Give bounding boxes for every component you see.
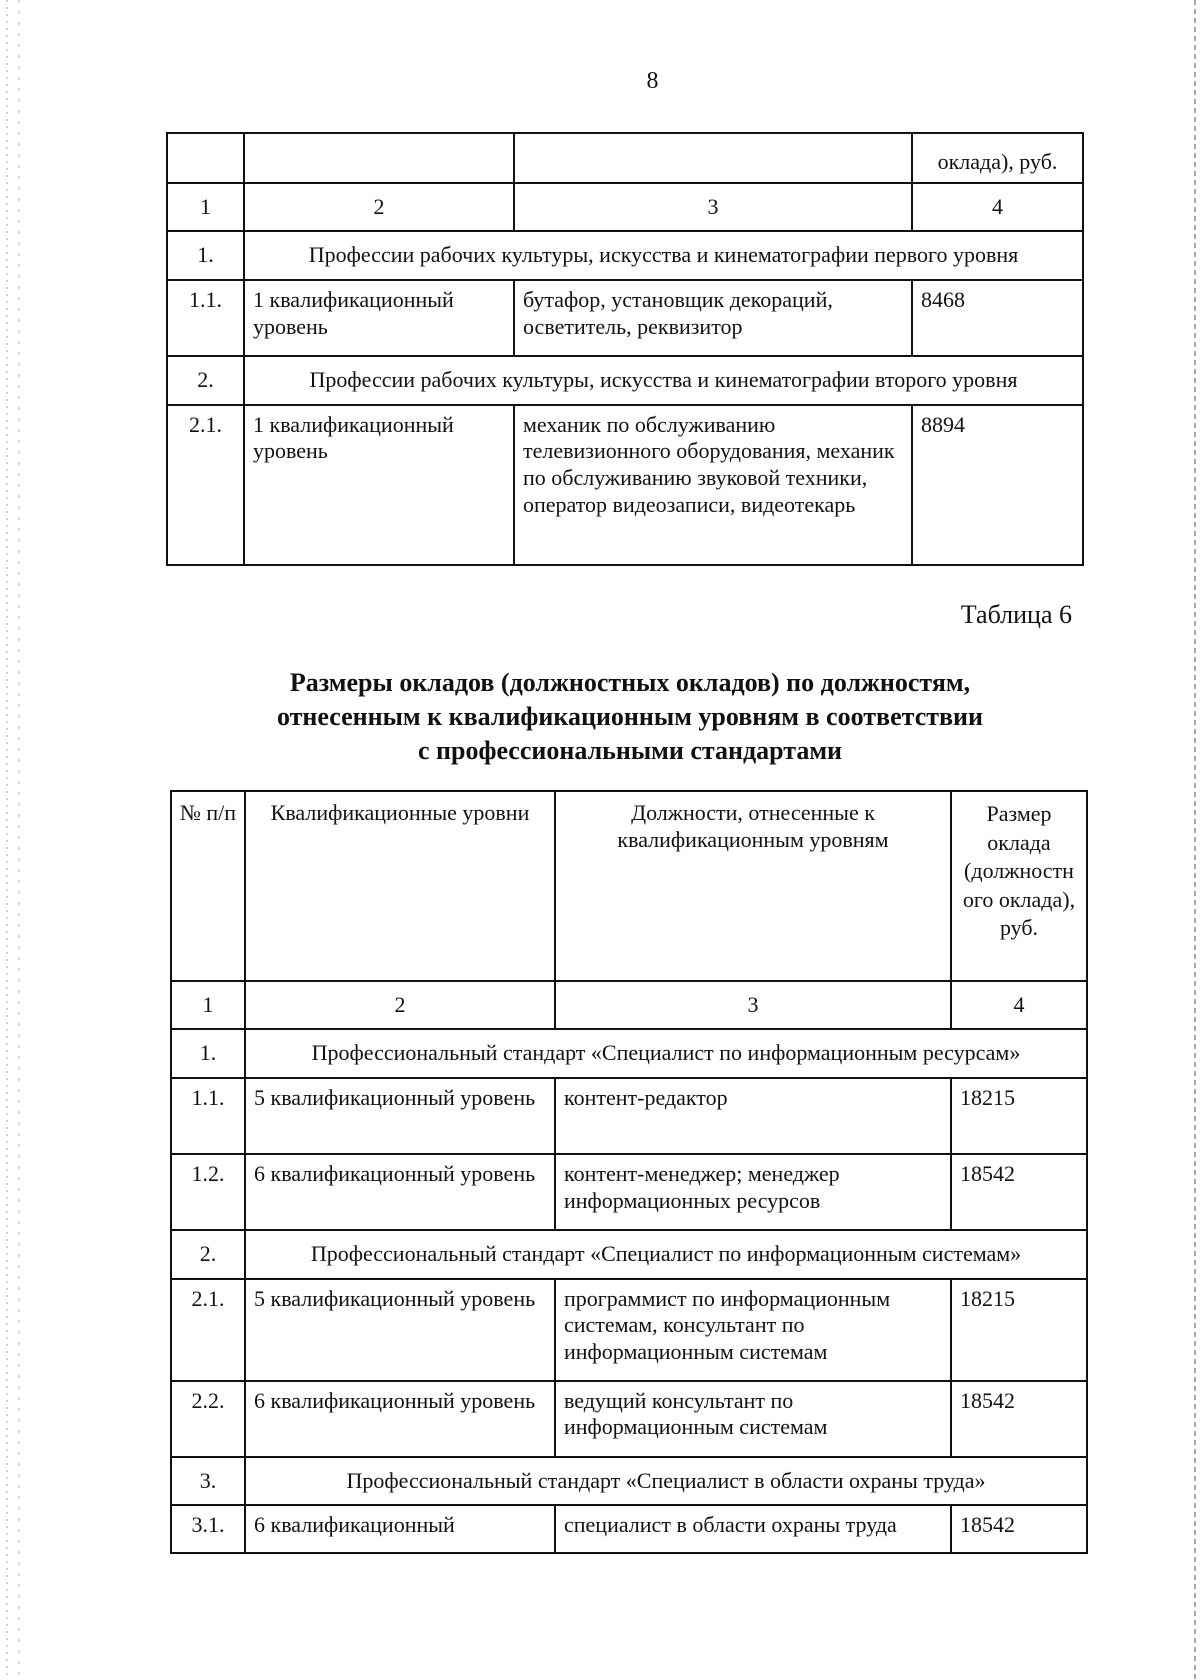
row-number: 3.1. [171,1505,245,1553]
section-row [171,1457,1087,1506]
section-title: Профессии рабочих культуры, искусства и кинематографии второго уровня [244,356,1083,405]
index-cell: 4 [912,183,1083,231]
section-title: Профессии рабочих культуры, искусства и кинематографии первого уровня [244,231,1083,280]
positions: контент-менеджер; менеджер информационных ресурсов [555,1154,951,1230]
row-number: 1. [167,231,244,280]
salary: 18215 [951,1279,1087,1381]
table-header-row [171,791,1087,981]
index-cell: 2 [245,981,555,1029]
header-cell [514,133,912,183]
column-index-row [171,981,1087,1029]
salary: 18215 [951,1078,1087,1154]
positions: ведущий консультант по информационным системам [555,1381,951,1457]
table-row [167,405,1083,565]
row-number: 2.1. [171,1279,245,1381]
table-continuation [166,132,1084,566]
positions: специалист в области охраны труда [555,1505,951,1553]
qualification-level: 6 квалификационный уровень [245,1154,555,1230]
salary: 8894 [912,405,1083,565]
page-number: 8 [646,68,659,94]
section-row [167,356,1083,405]
qualification-level: 5 квалификационный уровень [245,1279,555,1381]
positions: программист по информационным системам, консультант по информационным системам [555,1279,951,1381]
qualification-level: 6 квалификационный уровень [245,1381,555,1457]
table-row [171,1381,1087,1457]
section-row [167,231,1083,280]
table-row [171,1154,1087,1230]
header-cell [244,133,514,183]
header-cell: Размер оклада (должностн ого оклада), руб. [951,791,1087,981]
table-row [171,1078,1087,1154]
row-number: 3. [171,1457,245,1506]
salary: 18542 [951,1154,1087,1230]
section-row [171,1230,1087,1279]
column-index-row [167,183,1083,231]
section-row [171,1029,1087,1078]
table-caption: Таблица 6 [960,600,1072,629]
header-cell: Квалификационные уровни [245,791,555,981]
salary: 8468 [912,280,1083,356]
scan-edge-left [0,0,30,1680]
index-cell: 2 [244,183,514,231]
index-cell: 3 [555,981,951,1029]
row-number: 1.2. [171,1154,245,1230]
table-row [171,1505,1087,1553]
index-cell: 4 [951,981,1087,1029]
table-heading [160,666,1100,767]
salary: 18542 [951,1505,1087,1553]
positions: механик по обслуживанию телевизионного оборудования, механик по обслуживанию звуковой техники, оператор видеозаписи, видеотекарь [514,405,912,565]
row-number: 1.1. [171,1078,245,1154]
row-number: 2. [171,1230,245,1279]
section-title: Профессиональный стандарт «Специалист в области охраны труда» [245,1457,1087,1506]
row-number: 1. [171,1029,245,1078]
row-number: 2.2. [171,1381,245,1457]
qualification-level: 6 квалификационный [245,1505,555,1553]
heading-line: отнесенным к квалификационным уровням в соответствии [276,701,984,731]
index-cell: 1 [171,981,245,1029]
qualification-level: 5 квалификационный уровень [245,1078,555,1154]
heading-line: с профессиональными стандартами [417,735,843,765]
table-row [167,280,1083,356]
salary: 18542 [951,1381,1087,1457]
positions: контент-редактор [555,1078,951,1154]
row-number: 1.1. [167,280,244,356]
table-header-row [167,133,1083,183]
positions: бутафор, установщик декораций, осветитель, реквизитор [514,280,912,356]
row-number: 2. [167,356,244,405]
header-cell: оклада), руб. [912,133,1083,183]
section-title: Профессиональный стандарт «Специалист по информационным ресурсам» [245,1029,1087,1078]
table-6 [170,790,1088,1554]
header-cell: № п/п [171,791,245,981]
header-cell [167,133,244,183]
heading-line: Размеры окладов (должностных окладов) по должностям, [289,668,971,697]
index-cell: 3 [514,183,912,231]
qualification-level: 1 квалификационный уровень [244,405,514,565]
header-cell: Должности, отнесенные к квалификационным уровням [555,791,951,981]
scan-edge-left-inner [18,0,20,1680]
index-cell: 1 [167,183,244,231]
section-title: Профессиональный стандарт «Специалист по информационным системам» [245,1230,1087,1279]
table-row [171,1279,1087,1381]
qualification-level: 1 квалификационный уровень [244,280,514,356]
scan-edge-right [1194,0,1196,1680]
row-number: 2.1. [167,405,244,565]
